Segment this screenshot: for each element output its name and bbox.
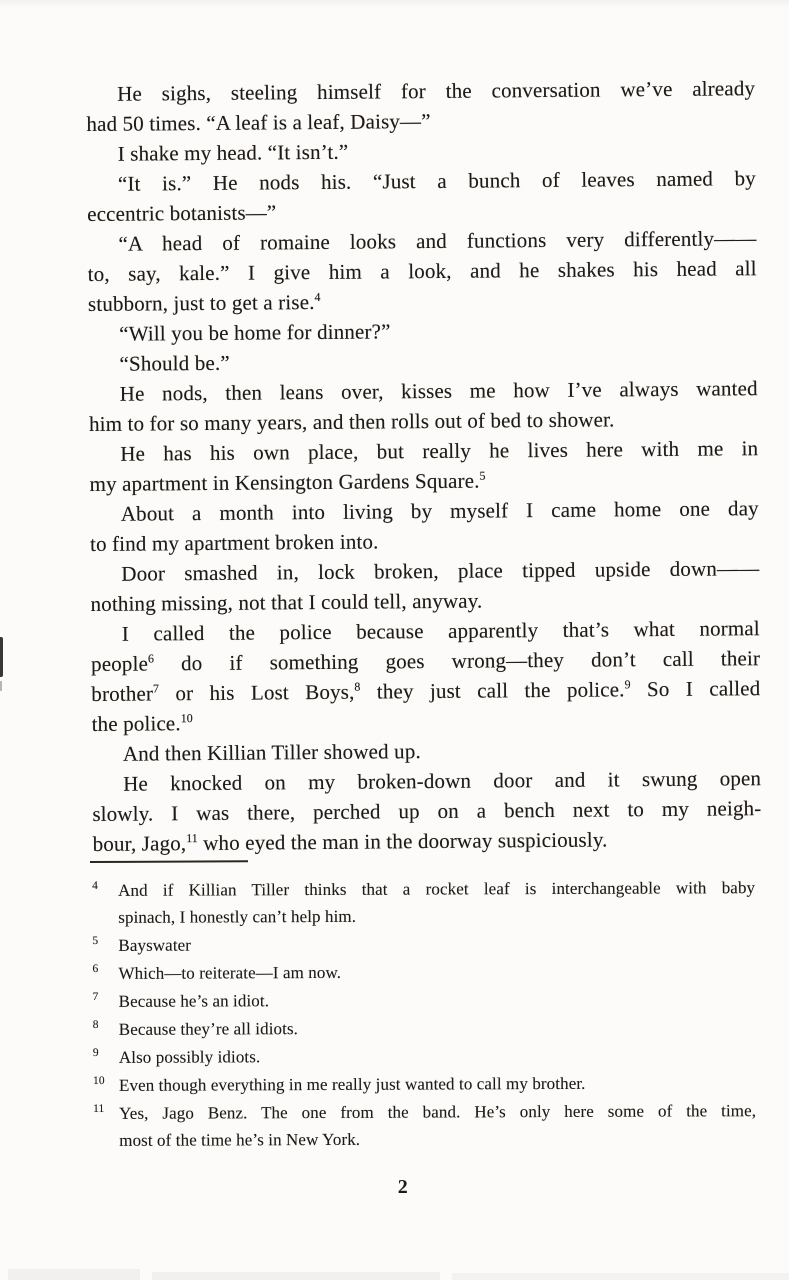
footnote-text: [119, 1041, 756, 1071]
footnote-list: [88, 874, 756, 1154]
body-line: Door smashed in, lock broken, place tipped upside down——: [121, 556, 760, 586]
footnote-ref: 7: [152, 681, 160, 696]
footnote-ref: 6: [147, 651, 155, 666]
footnote-line: And if Killian Tiller thinks that a rocket leaf is interchangeable with baby: [118, 878, 756, 900]
body-line: I shake my head. “It isn’t.”: [117, 139, 349, 166]
footnote-item: [89, 985, 756, 1015]
footnote-ref: 4: [314, 289, 321, 305]
body-line: bour, Jago,$^{11}$ who eyed the man in the doorway suspiciously.: [92, 827, 608, 856]
footnote-item: [89, 1097, 756, 1154]
body-line: And then Killian Tiller showed up.: [122, 739, 421, 766]
body-paragraph: [89, 433, 758, 499]
body-paragraph: [87, 223, 757, 319]
body-paragraph: [92, 763, 762, 859]
body-line: He has his own place, but really he lives here with me in: [120, 436, 759, 466]
body-line: “Will you be home for dinner?”: [119, 319, 391, 346]
footnote-marker: 11: [93, 1102, 105, 1115]
page-number: 2: [397, 1176, 409, 1198]
footnote-ref: 9: [624, 677, 631, 692]
footnote-text: [119, 1069, 756, 1099]
footnote-marker: 6: [92, 962, 99, 975]
footnote-marker: 7: [92, 990, 99, 1003]
body-paragraph: [87, 163, 756, 229]
body-text-block: [86, 73, 762, 859]
body-paragraph: [91, 613, 761, 739]
footnote-line: Because they’re all idiots.: [118, 1019, 299, 1039]
scan-edge-artifact: [0, 637, 3, 677]
body-line: “Should be.”: [119, 350, 230, 376]
scan-top-haze: [0, 0, 789, 8]
body-line: He nods, then leans over, kisses me how I’ve always wanted: [119, 376, 758, 406]
footnote-marker: 8: [92, 1018, 99, 1031]
body-line: to find my apartment broken into.: [89, 529, 379, 556]
body-paragraph: [86, 73, 755, 139]
footnote-marker: 4: [92, 879, 98, 892]
scan-smudge: [8, 1269, 140, 1280]
footnote-line: most of the time he’s in New York.: [119, 1129, 361, 1150]
body-paragraph: [90, 493, 759, 559]
body-line: “It is.” He nods his. “Just a bunch of leaves named by: [117, 166, 756, 196]
body-line: nothing missing, not that I could tell, anyway.: [90, 588, 483, 616]
body-line: “A head of romaine looks and functions very differently——: [118, 226, 757, 256]
body-line: had 50 times. “A leaf is a leaf, Daisy—”: [86, 108, 431, 136]
footnote-line: Even though everything in me really just wanted to call my brother.: [118, 1073, 586, 1095]
body-line: my apartment in Kensington Gardens Square.$^5$: [89, 468, 486, 496]
body-line: slowly. I was there, perched up on a bench next to my neigh-: [92, 796, 762, 826]
footnote-marker: 10: [92, 1074, 105, 1087]
footnote-item: [89, 1013, 756, 1043]
footnote-item: [89, 1069, 756, 1099]
body-line: to, say, kale.” I give him a look, and he shakes his head all: [87, 256, 757, 286]
footnote-item: [88, 874, 755, 931]
footnote-text: [119, 985, 756, 1015]
body-line: He sighs, steeling himself for the conversation we’ve already: [117, 76, 756, 106]
footnote-line: Also possibly idiots.: [118, 1047, 261, 1067]
body-line: brother$^7$ or his Lost Boys,$^8$ they just call the police.$^9$ So I called: [91, 676, 761, 706]
body-line: people$^6$ do if something goes wrong—they don’t call their: [91, 646, 761, 676]
footnote-ref: 11: [186, 831, 198, 846]
body-line: eccentric botanists—”: [87, 200, 277, 226]
footnote-text: [118, 874, 755, 931]
footnote-text: [119, 1097, 756, 1154]
footnote-line: Because he’s an idiot.: [118, 991, 270, 1011]
footnote-text: [119, 1013, 756, 1043]
footnote-ref: 5: [479, 468, 486, 483]
footnote-line: Which—to reiterate—I am now.: [118, 962, 342, 983]
footnote-marker: 5: [92, 934, 99, 947]
footnote-item: [88, 929, 755, 959]
footnote-text: [118, 929, 755, 959]
body-line: I called the police because apparently that’s what normal: [121, 616, 760, 646]
scan-smudge: [152, 1272, 440, 1280]
body-line: stubborn, just to get a rise.$^4$: [87, 289, 321, 316]
footnote-ref: 10: [180, 711, 193, 726]
footnote-block: [88, 858, 756, 1155]
body-line: the police.$^{10}$: [91, 711, 193, 736]
footnote-separator-rule: [90, 860, 248, 863]
footnote-item: [88, 957, 755, 987]
body-paragraph: [89, 373, 758, 439]
footnote-line: Bayswater: [118, 935, 192, 955]
body-line: About a month into living by myself I came home one day: [120, 496, 759, 526]
footnote-marker: 9: [92, 1046, 99, 1059]
body-line: He knocked on my broken-down door and it swung open: [123, 766, 762, 796]
body-line: him to for so many years, and then rolls out of bed to shower.: [88, 407, 615, 436]
scan-smudge: [452, 1273, 789, 1280]
footnote-line: spinach, I honestly can’t help him.: [118, 906, 357, 927]
footnote-item: [89, 1041, 756, 1071]
scan-bottom-artifacts: [0, 1264, 789, 1280]
body-paragraph: [90, 553, 759, 619]
footnote-text: [118, 957, 755, 987]
footnote-ref: 8: [354, 679, 361, 694]
footnote-line: Yes, Jago Benz. The one from the band. He’s only here some of the time,: [119, 1101, 757, 1123]
